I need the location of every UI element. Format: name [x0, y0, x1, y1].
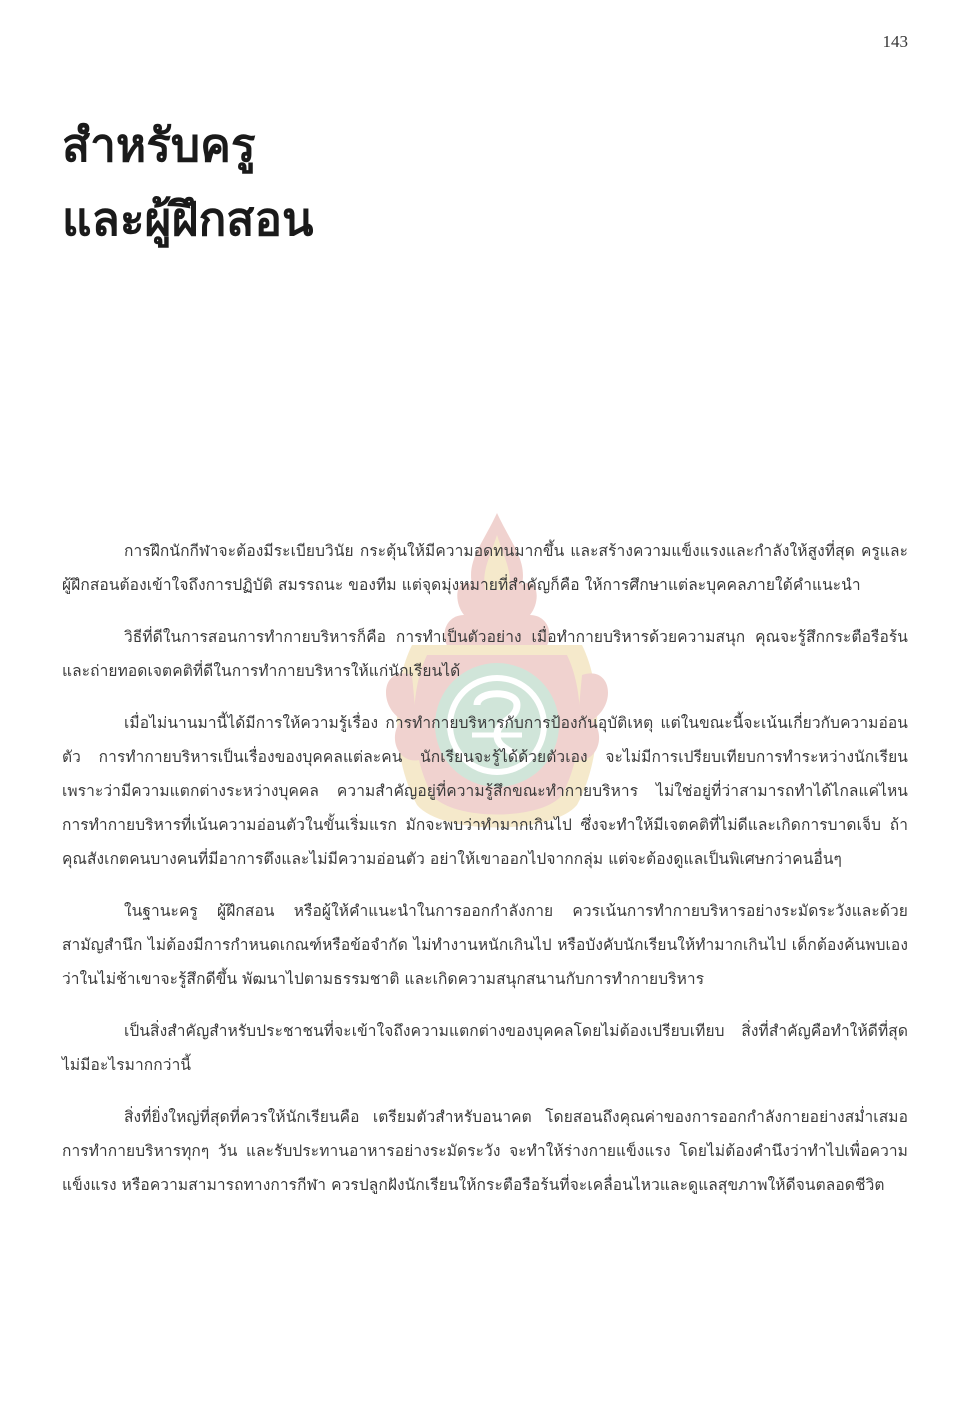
title-line-1: สำหรับครู [62, 118, 256, 172]
paragraph-6: สิ่งที่ยิ่งใหญ่ที่สุดที่ควรให้นักเรียนคือ เตรียมตัวสำหรับอนาคต โดยสอนถึงคุณค่าของการออกกำลังกายอย่างสม่ำเสมอ การทำกายบริหารทุกๆ วัน และรับประทานอาหารอย่างระมัดระวัง จะทำให้ร่างกายแข็งแรง โดยไม่ต้องคำนึงว่าทำไปเพื่อความแข็งแรง หรือความสามารถทางการกีฬา ควรปลูกฝังนักเรียนให้กระตือรือร้นที่จะเคลื่อนไหวและดูแลสุขภาพให้ดีจนตลอดชีวิต [62, 1108, 908, 1194]
paragraph-4: ในฐานะครู ผู้ฝึกสอน หรือผู้ให้คำแนะนำในการออกกำลังกาย ควรเน้นการทำกายบริหารอย่างระมัดระวังและด้วยสามัญสำนึก ไม่ต้องมีการกำหนดเกณฑ์หรือข้อจำกัด ไม่ทำงานหนักเกินไป หรือบังคับนักเรียนให้ทำมากเกินไป เด็กต้องค้นพบเองว่าในไม่ช้าเขาจะรู้สึกดีขึ้น พัฒนาไปตามธรรมชาติ และเกิดความสนุกสนานกับการทำกายบริหาร [62, 902, 908, 988]
title-line-2: และผู้ฝึกสอน [62, 192, 314, 246]
page-title [62, 108, 313, 256]
body-text [62, 534, 908, 1220]
paragraph-5: เป็นสิ่งสำคัญสำหรับประชาชนที่จะเข้าใจถึงความแตกต่างของบุคคลโดยไม่ต้องเปรียบเทียบ สิ่งที่สำคัญคือทำให้ดีที่สุด ไม่มีอะไรมากกว่านี้ [62, 1022, 908, 1074]
paragraph-1: การฝึกนักกีฬาจะต้องมีระเบียบวินัย กระตุ้นให้มีความอดทนมากขึ้น และสร้างความแข็งแรงและกำลังให้สูงที่สุด ครูและผู้ฝึกสอนต้องเข้าใจถึงการปฏิบัติ สมรรถนะ ของทีม แต่จุดมุ่งหมายที่สำคัญก็คือ ให้การศึกษาแต่ละบุคคลภายใต้คำแนะนำ [62, 542, 908, 594]
paragraph-3: เมื่อไม่นานมานี้ได้มีการให้ความรู้เรื่อง การทำกายบริหารกับการป้องกันอุบัติเหตุ แต่ในขณะนี้จะเน้นเกี่ยวกับความอ่อนตัว การทำกายบริหารเป็นเรื่องของบุคคลแต่ละคน นักเรียนจะรู้ได้ด้วยตัวเอง จะไม่มีการเปรียบเทียบการทำระหว่างนักเรียน เพราะว่ามีความแตกต่างระหว่างบุคคล ความสำคัญอยู่ที่ความรู้สึกขณะทำกายบริหาร ไม่ใช่อยู่ที่ว่าสามารถทำได้ไกลแค่ไหน การทำกายบริหารที่เน้นความอ่อนตัวในขั้นเริ่มแรก มักจะพบว่าทำมากเกินไป ซึ่งจะทำให้มีเจตคติที่ไม่ดีและเกิดการบาดเจ็บ ถ้าคุณสังเกตคนบางคนที่มีอาการตึงและไม่มีความอ่อนตัว อย่าให้เขาออกไปจากกลุ่ม แต่จะต้องดูแลเป็นพิเศษกว่าคนอื่นๆ [62, 714, 908, 868]
paragraph-2: วิธีที่ดีในการสอนการทำกายบริหารก็คือ การทำเป็นตัวอย่าง เมื่อทำกายบริหารด้วยความสนุก คุณจะรู้สึกกระตือรือร้น และถ่ายทอดเจตคติที่ดีในการทำกายบริหารให้แก่นักเรียนได้ [62, 628, 908, 680]
page-number: 143 [882, 32, 908, 51]
